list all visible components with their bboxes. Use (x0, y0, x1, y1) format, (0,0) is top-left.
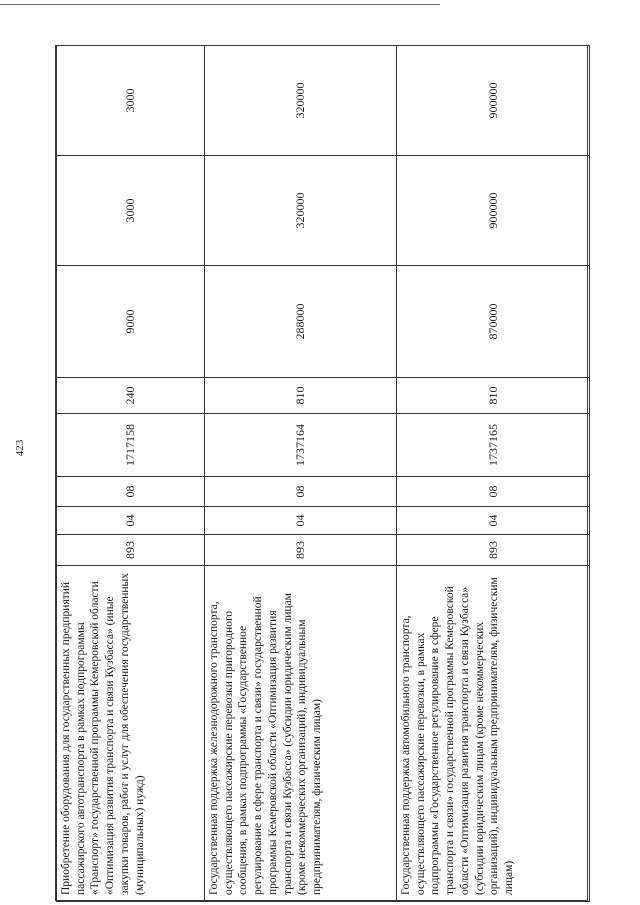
ministry-code: 893 (397, 535, 590, 566)
top-rule (0, 4, 440, 5)
amount-year-3: 320000 (205, 46, 397, 156)
ministry-code: 893 (205, 535, 397, 566)
subsection-code: 08 (57, 477, 205, 507)
budget-table-frame (55, 45, 588, 901)
amount-year-1: 870000 (397, 266, 590, 378)
section-code: 04 (57, 507, 205, 535)
table-row (205, 46, 397, 902)
page-number: 423 (14, 439, 26, 457)
expense-type-code: 810 (397, 378, 590, 414)
budget-table (56, 45, 590, 902)
expense-type-code: 810 (205, 378, 397, 414)
row-description: Приобретение оборудования для государственных предприятий пассажирского автотранспорта в рамках подпрограммы «Транспорт» государственной программы Кемеровской области «Оптимизация развития транспорта и связи Кузбасса» (иные закупки товаров, работ и услуг для обеспечения государственных (муниципальных) нужд) (57, 566, 205, 902)
amount-year-1: 288000 (205, 266, 397, 378)
amount-year-2: 320000 (205, 156, 397, 266)
target-article-code: 1717158 (57, 414, 205, 477)
ministry-code: 893 (57, 535, 205, 566)
section-code: 04 (397, 507, 590, 535)
table-row (397, 46, 590, 902)
target-article-code: 1737164 (205, 414, 397, 477)
section-code: 04 (205, 507, 397, 535)
subsection-code: 08 (397, 477, 590, 507)
row-description: Государственная поддержка железнодорожного транспорта, осуществляющего пассажирские перевозки пригородного сообщения, в рамках подпрограммы «Государственное регулирование в сфере транспорта и связи» государственной программы Кемеровской области «Оптимизация развития транспорта и связи Кузбасса» (субсидии юридическим лицам (кроме некоммерческих организаций), индивидуальным предпринимателям, физическим лицам) (205, 566, 397, 902)
row-description: Государственная поддержка автомобильного транспорта, осуществляющего пассажирские перевозки, в рамках подпрограммы «Государственное регулирование в сфере транспорта и связи» государственной программы Кемеровской области «Оптимизация развития транспорта и связи Кузбасса» (субсидии юридическим лицам (кроме некоммерческих организаций), индивидуальным предпринимателям, физическим лицам) (397, 566, 590, 902)
amount-year-3: 3000 (57, 46, 205, 156)
amount-year-2: 3000 (57, 156, 205, 266)
table-row (57, 46, 205, 902)
target-article-code: 1737165 (397, 414, 590, 477)
expense-type-code: 240 (57, 378, 205, 414)
amount-year-1: 9000 (57, 266, 205, 378)
amount-year-3: 900000 (397, 46, 590, 156)
amount-year-2: 900000 (397, 156, 590, 266)
subsection-code: 08 (205, 477, 397, 507)
